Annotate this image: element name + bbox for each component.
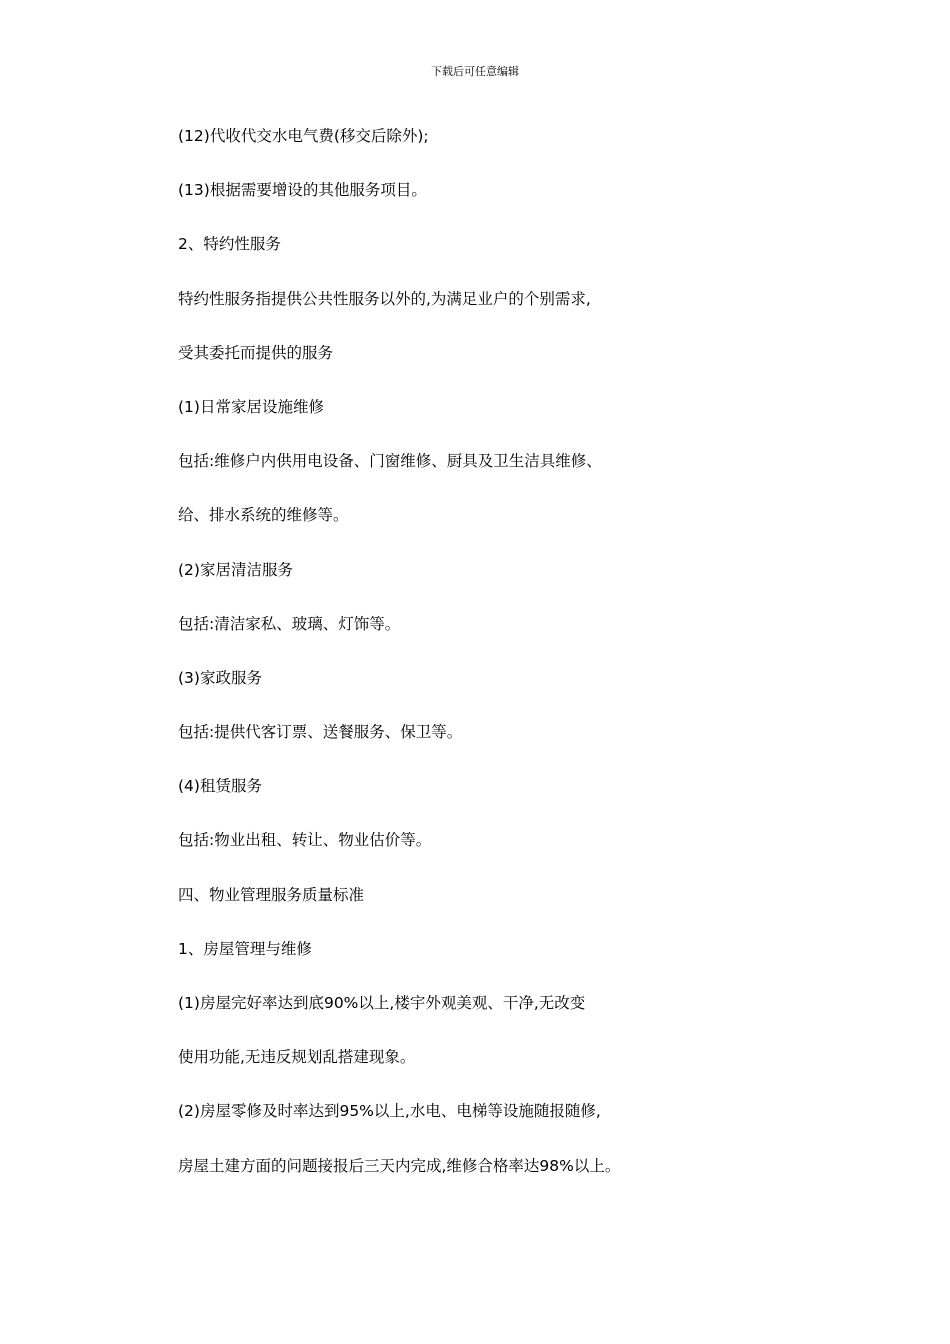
subsection-heading-housing-maintenance: 1、房屋管理与维修 <box>178 939 312 958</box>
paragraph-line: 给、排水系统的维修等。 <box>178 506 349 525</box>
list-item-2-repair-timeliness: (2)房屋零修及时率达到95%以上,水电、电梯等设施随报随修, <box>178 1102 601 1121</box>
paragraph-line: 包括:物业出租、转让、物业估价等。 <box>178 831 432 850</box>
list-item-13-other-services: (13)根据需要增设的其他服务项目。 <box>178 181 427 200</box>
list-item-12-fee-collection: (12)代收代交水电气费(移交后除外); <box>178 127 429 145</box>
section-heading-quality-standards: 四、物业管理服务质量标准 <box>178 885 365 904</box>
paragraph-line: 包括:提供代客订票、送餐服务、保卫等。 <box>178 723 463 742</box>
list-item-1-home-repair: (1)日常家居设施维修 <box>178 397 324 416</box>
paragraph-line: 包括:维修户内供用电设备、门窗维修、厨具及卫生洁具维修、 <box>178 452 602 471</box>
list-item-2-home-cleaning: (2)家居清洁服务 <box>178 560 293 579</box>
document-body <box>178 122 878 1206</box>
list-item-4-leasing: (4)租赁服务 <box>178 777 262 796</box>
list-item-1-intact-rate: (1)房屋完好率达到底90%以上,楼宇外观美观、干净,无改变 <box>178 994 586 1012</box>
page-header: 下载后可任意编辑 <box>431 65 519 78</box>
section-heading-special-services: 2、特约性服务 <box>178 235 281 254</box>
paragraph-line: 特约性服务指提供公共性服务以外的,为满足业户的个别需求, <box>178 289 591 308</box>
paragraph-line: 受其委托而提供的服务 <box>178 343 334 362</box>
paragraph-line: 使用功能,无违反规划乱搭建现象。 <box>178 1048 416 1067</box>
paragraph-line: 房屋土建方面的问题接报后三天内完成,维修合格率达98%以上。 <box>178 1156 621 1175</box>
paragraph-line: 包括:清洁家私、玻璃、灯饰等。 <box>178 614 401 633</box>
list-item-3-housekeeping: (3)家政服务 <box>178 668 262 687</box>
